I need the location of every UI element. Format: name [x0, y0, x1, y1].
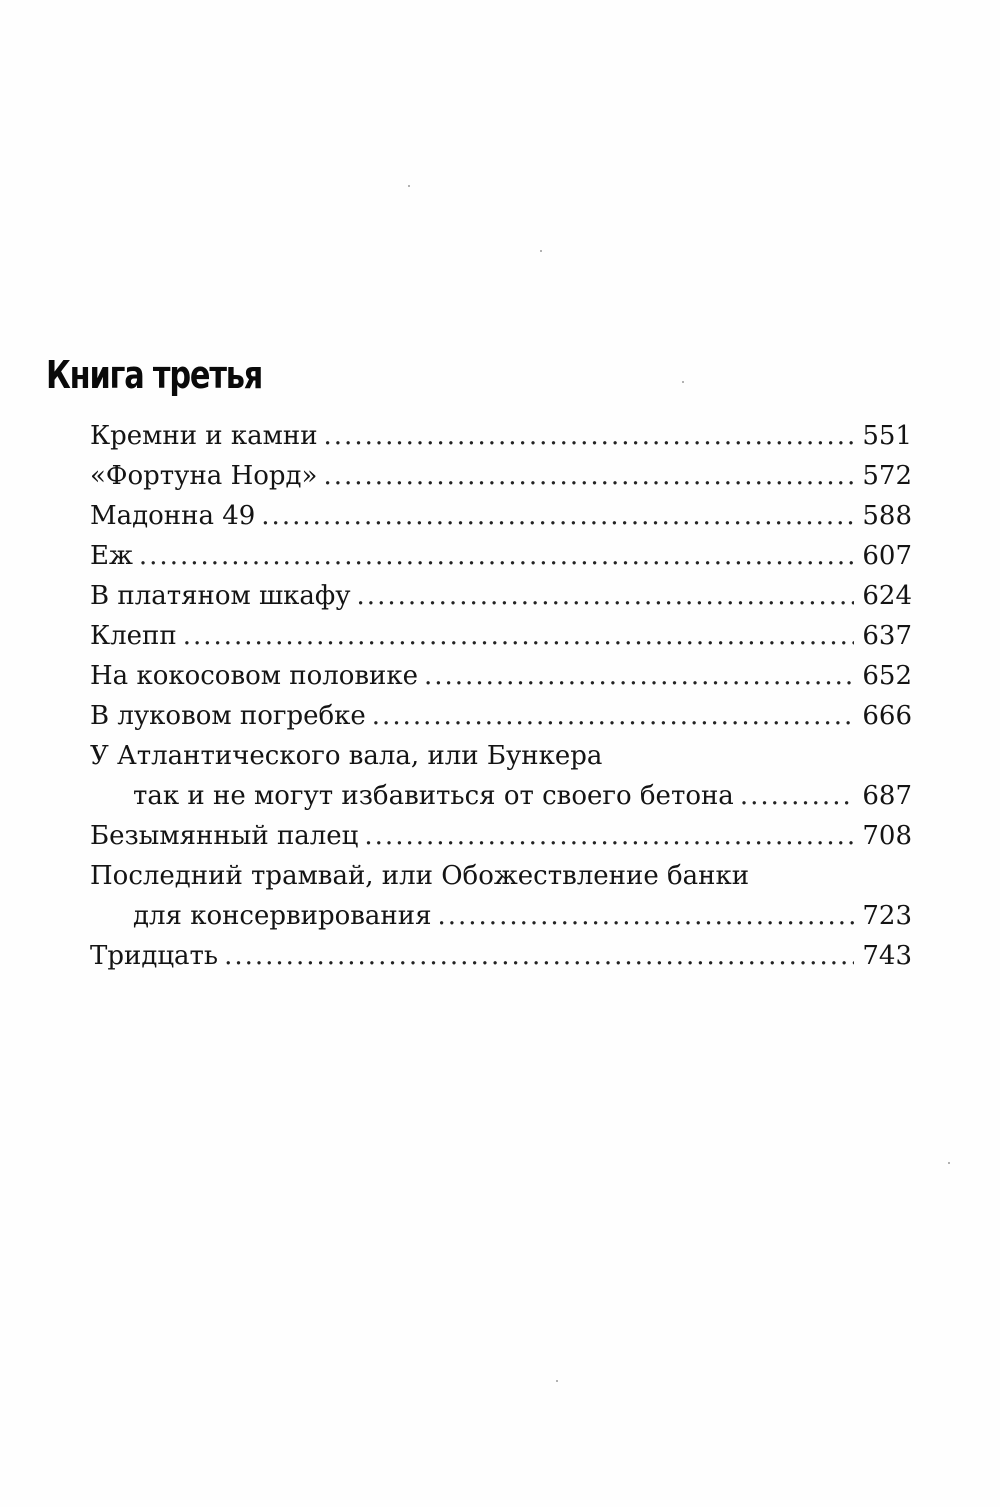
dot-leader: [372, 696, 855, 736]
toc-line: [90, 496, 912, 536]
toc-entry: [90, 496, 912, 536]
paper-speck: [948, 1162, 950, 1164]
toc-line: [90, 576, 912, 616]
entry-title: На кокосовом половике: [90, 661, 418, 691]
toc-entry: [90, 696, 912, 736]
toc-line: [90, 696, 912, 736]
page-number: 723: [862, 901, 912, 931]
toc-entry: [90, 576, 912, 616]
page-number: 637: [862, 621, 912, 651]
toc-line: [90, 856, 912, 896]
page-number: 607: [862, 541, 912, 571]
toc-line-continuation: [90, 896, 912, 936]
dot-leader: [740, 776, 855, 816]
toc-line: [90, 656, 912, 696]
table-of-contents: [90, 416, 912, 976]
dot-leader: [437, 896, 854, 936]
toc-line: [90, 536, 912, 576]
dot-leader: [224, 936, 854, 976]
page-number: 572: [862, 461, 912, 491]
page-number: 666: [862, 701, 912, 731]
toc-entry: [90, 736, 912, 816]
page-number: 708: [862, 821, 912, 851]
paper-speck: [408, 185, 410, 187]
entry-title: Кремни и камни: [90, 421, 318, 451]
section-heading: Книга третья: [46, 353, 263, 397]
toc-line-continuation: [90, 776, 912, 816]
dot-leader: [323, 456, 854, 496]
toc-entry: [90, 816, 912, 856]
entry-title: Клепп: [90, 621, 177, 651]
dot-leader: [357, 576, 855, 616]
entry-title: У Атлантического вала, или Бункера: [90, 741, 603, 771]
entry-title-continuation: так и не могут избавиться от своего бетона: [133, 781, 734, 811]
page-number: 624: [862, 581, 912, 611]
paper-speck: [556, 1380, 558, 1382]
dot-leader: [324, 416, 855, 456]
dot-leader: [424, 656, 854, 696]
toc-entry: [90, 656, 912, 696]
toc-entry: [90, 616, 912, 656]
dot-leader: [139, 536, 854, 576]
entry-title: В луковом погребке: [90, 701, 366, 731]
toc-line: [90, 416, 912, 456]
toc-line: [90, 736, 912, 776]
dot-leader: [364, 816, 854, 856]
toc-line: [90, 456, 912, 496]
entry-title: Безымянный палец: [90, 821, 359, 851]
paper-speck: [682, 381, 684, 383]
page-number: 687: [862, 781, 912, 811]
toc-entry: [90, 416, 912, 456]
page-number: 743: [862, 941, 912, 971]
page-number: 551: [862, 421, 912, 451]
paper-speck: [540, 250, 542, 252]
toc-line: [90, 936, 912, 976]
page-number: 652: [862, 661, 912, 691]
toc-line: [90, 616, 912, 656]
entry-title: В платяном шкафу: [90, 581, 351, 611]
toc-entry: [90, 456, 912, 496]
entry-title: Мадонна 49: [90, 501, 256, 531]
toc-line: [90, 816, 912, 856]
entry-title: Последний трамвай, или Обожествление банки: [90, 861, 750, 891]
entry-title: «Фортуна Норд»: [90, 461, 318, 491]
dot-leader: [183, 616, 855, 656]
dot-leader: [261, 496, 854, 536]
toc-entry: [90, 536, 912, 576]
entry-title: Еж: [90, 541, 133, 571]
entry-title: Тридцать: [90, 941, 219, 971]
page-number: 588: [862, 501, 912, 531]
toc-entry: [90, 856, 912, 936]
entry-title-continuation: для консервирования: [133, 901, 432, 931]
toc-entry: [90, 936, 912, 976]
